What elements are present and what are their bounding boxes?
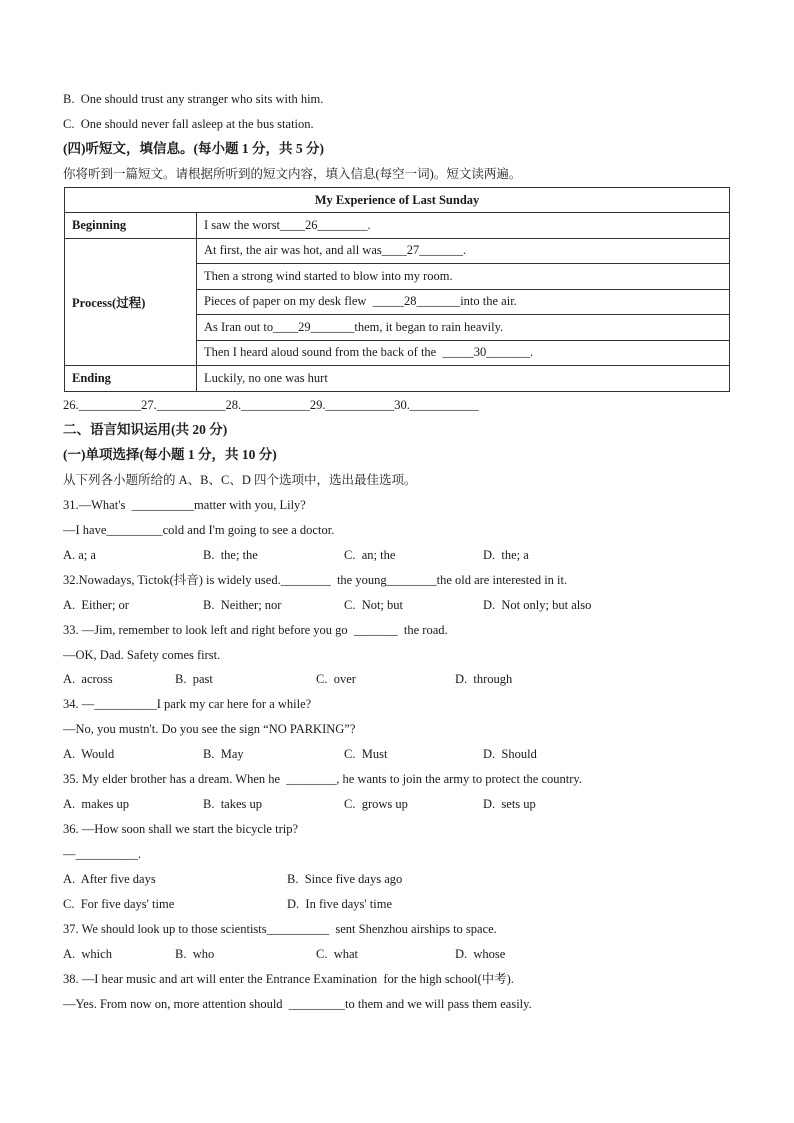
- option-d: D. Not only; but also: [483, 598, 592, 612]
- question-35: 35. My elder brother has a dream. When he ________, he wants to join the army to protect the country.: [63, 772, 582, 786]
- option-d: D. whose: [455, 947, 506, 961]
- table-row: [65, 213, 730, 239]
- experience-table: [64, 187, 730, 392]
- option-a: A. Either; or: [63, 598, 129, 612]
- question-31: 31.—What's __________matter with you, Lily?: [63, 498, 306, 512]
- option-b: B. Neither; nor: [203, 598, 282, 612]
- table-cell: Luckily, no one was hurt: [197, 366, 730, 392]
- question-36-reply: —__________.: [63, 847, 142, 861]
- cell-text: At first, the air was hot, and all was: [204, 243, 382, 258]
- question-36: 36. —How soon shall we start the bicycle trip?: [63, 822, 299, 836]
- option-line: C. One should never fall asleep at the bus station.: [63, 117, 314, 131]
- option-b: B. May: [203, 747, 244, 761]
- options-36-row2: [63, 896, 723, 912]
- option-c: C. what: [316, 947, 359, 961]
- options-36-row1: [63, 871, 723, 887]
- option-line: B. One should trust any stranger who sits with him.: [63, 92, 324, 106]
- table-row: [65, 238, 730, 264]
- options-33: [63, 671, 723, 687]
- cell-text: As Iran out to: [204, 319, 274, 334]
- answer-line: 26.__________27.___________28.___________29.___________30.___________: [63, 398, 479, 412]
- table-cell: [197, 340, 730, 366]
- question-38-reply: —Yes. From now on, more attention should _________to them and we will pass them easily.: [63, 997, 532, 1011]
- cell-text: .: [462, 243, 467, 258]
- question-34: 34. —__________I park my car here for a while?: [63, 697, 312, 711]
- table-title: My Experience of Last Sunday: [65, 188, 730, 213]
- option-b: B. Since five days ago: [287, 872, 403, 886]
- blank-28: _____28_______: [372, 294, 461, 309]
- question-32: 32.Nowadays, Tictok(抖音) is widely used.________ the young________the old are interested in it.: [63, 573, 568, 587]
- table-cell: [197, 315, 730, 341]
- question-33: 33. —Jim, remember to look left and right before you go _______ the road.: [63, 623, 448, 637]
- options-35: [63, 796, 723, 812]
- option-c: C. Not; but: [344, 598, 404, 612]
- cell-text: Then I heard aloud sound from the back of the: [204, 345, 443, 360]
- option-a: A. a; a: [63, 548, 96, 562]
- options-31: [63, 547, 723, 563]
- cell-text: into the air.: [460, 294, 517, 309]
- row-label-ending: Ending: [65, 366, 197, 392]
- cell-text: I saw the worst: [204, 217, 281, 232]
- table-cell: [197, 213, 730, 239]
- blank-30: _____30_______: [442, 345, 530, 360]
- part-title: 二、语言知识运用(共 20 分): [63, 422, 228, 437]
- question-33-reply: —OK, Dad. Safety comes first.: [63, 648, 221, 662]
- option-d: D. In five days' time: [287, 897, 393, 911]
- section-instructions: 你将听到一篇短文。请根据所听到的短文内容，填入信息(每空一词)。短文读两遍。: [63, 167, 522, 181]
- option-a: A. makes up: [63, 797, 129, 811]
- cell-text: Pieces of paper on my desk flew: [204, 294, 373, 309]
- options-37: [63, 946, 723, 962]
- row-label-process: Process(过程): [65, 238, 197, 366]
- option-d: D. the; a: [483, 548, 529, 562]
- options-34: [63, 746, 723, 762]
- option-a: A. Would: [63, 747, 115, 761]
- blank-26: ____26________: [280, 217, 368, 232]
- subsection-instructions: 从下列各小题所给的 A、B、C、D 四个选项中，选出最佳选项。: [63, 473, 417, 487]
- option-c: C. Must: [344, 747, 388, 761]
- option-a: A. across: [63, 672, 113, 686]
- cell-text: .: [367, 217, 371, 232]
- row-label-beginning: Beginning: [65, 213, 197, 239]
- question-31-reply: —I have_________cold and I'm going to see a doctor.: [63, 523, 335, 537]
- option-b: B. the; the: [203, 548, 258, 562]
- option-a: A. After five days: [63, 872, 156, 886]
- option-b: B. past: [175, 672, 213, 686]
- table-cell: Then a strong wind started to blow into my room.: [197, 264, 730, 290]
- table-row: [65, 366, 730, 392]
- cell-text: them, it began to rain heavily.: [354, 319, 504, 334]
- option-d: D. through: [455, 672, 513, 686]
- option-b: B. takes up: [203, 797, 263, 811]
- option-a: A. which: [63, 947, 112, 961]
- options-32: [63, 597, 723, 613]
- question-37: 37. We should look up to those scientists__________ sent Shenzhou airships to space.: [63, 922, 497, 936]
- blank-29: ____29_______: [273, 319, 355, 334]
- cell-text: .: [529, 345, 534, 360]
- option-c: C. an; the: [344, 548, 396, 562]
- table-cell: [197, 238, 730, 264]
- blank-27: ____27_______: [381, 243, 463, 258]
- option-b: B. who: [175, 947, 215, 961]
- option-d: D. Should: [483, 747, 537, 761]
- option-c: C. over: [316, 672, 356, 686]
- option-c: C. grows up: [344, 797, 408, 811]
- question-38: 38. —I hear music and art will enter the Entrance Examination for the high school(中考).: [63, 972, 514, 986]
- option-c: C. For five days' time: [63, 897, 175, 911]
- table-cell: [197, 289, 730, 315]
- subsection-title: (一)单项选择(每小题 1 分，共 10 分): [63, 447, 277, 462]
- question-34-reply: —No, you mustn't. Do you see the sign “NO PARKING”?: [63, 722, 356, 736]
- section-title: (四)听短文，填信息。(每小题 1 分，共 5 分): [63, 141, 324, 156]
- option-d: D. sets up: [483, 797, 536, 811]
